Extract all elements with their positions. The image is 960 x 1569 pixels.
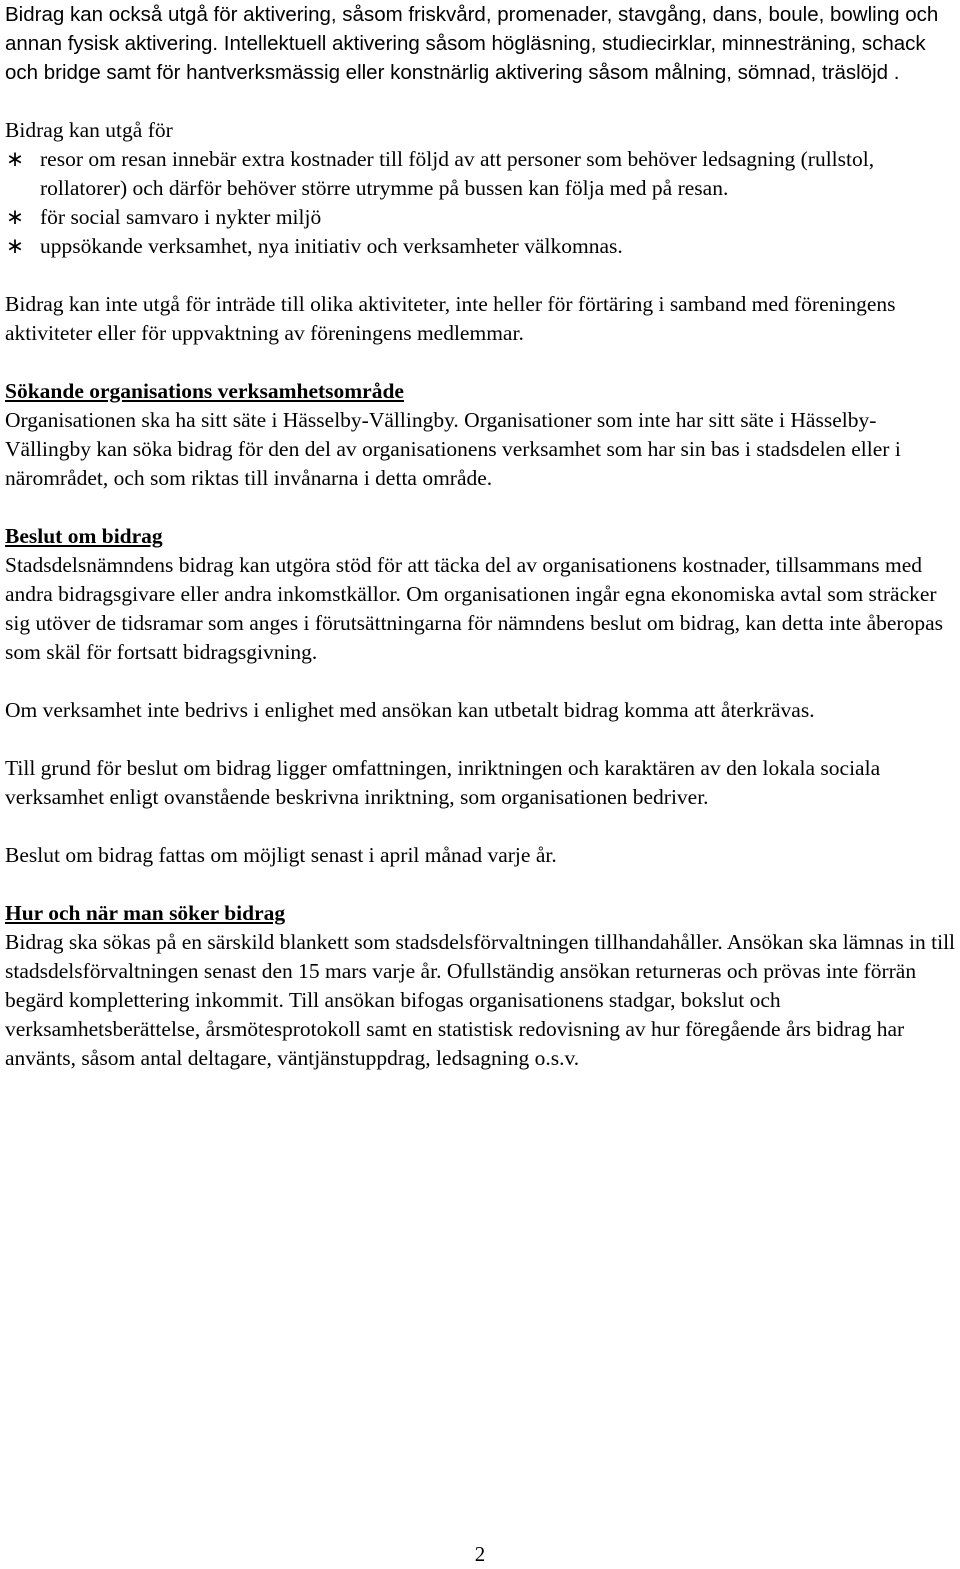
asterisk-bullet-icon: ∗: [5, 205, 24, 229]
eligible-lead: Bidrag kan utgå för: [5, 118, 173, 142]
decision-heading: Beslut om bidrag: [5, 524, 163, 548]
apply-section: [5, 899, 957, 1073]
decision-paragraph: Stadsdelsnämndens bidrag kan utgöra stöd för att täcka del av organisationens kostnader, tillsammans med andra bidragsgivare eller andra inkomstkällor. Om organisationen ingår egna ekonomiska avtal som sträcker sig utöver de tidsramar som anges i förutsättningarna för nämndens beslut om bidrag, kan detta inte åberopas som skäl för fortsatt bidragsgivning.: [5, 553, 943, 664]
page-number: 2: [474, 1542, 486, 1566]
document-page: [5, 0, 957, 1102]
basis-paragraph: Till grund för beslut om bidrag ligger omfattningen, inriktningen och karaktären av den lokala sociala verksamhet enligt ovanstående beskrivna inriktning, som organisationen bedriver.: [5, 756, 881, 809]
intro-paragraph: Bidrag kan också utgå för aktivering, såsom friskvård, promenader, stavgång, dans, boule, bowling och annan fysisk aktivering. Intellektuell aktivering såsom högläsning, studiecirklar, minnesträning, schack och bridge samt för hantverksmässig eller konstnärlig aktivering såsom målning, sömnad, träslöjd .: [5, 3, 939, 84]
list-item: [5, 145, 957, 203]
timing-paragraph: Beslut om bidrag fattas om möjligt senast i april månad varje år.: [5, 843, 557, 867]
list-item: [5, 203, 957, 232]
reclaim-paragraph: Om verksamhet inte bedrivs i enlighet med ansökan kan utbetalt bidrag komma att återkrävas.: [5, 698, 815, 722]
asterisk-bullet-icon: ∗: [5, 234, 24, 258]
list-item: [5, 232, 957, 261]
eligible-list: [5, 145, 957, 261]
area-section: [5, 377, 957, 493]
area-paragraph: Organisationen ska ha sitt säte i Hässelby-Vällingby. Organisationer som inte har sitt säte i Hässelby-Vällingby kan söka bidrag för den del av organisationens verksamhet som har sin bas i stadsdelen eller i närområdet, och som riktas till invånarna i detta område.: [5, 408, 901, 490]
not-eligible-paragraph: Bidrag kan inte utgå för inträde till olika aktiviteter, inte heller för förtäring i samband med föreningens aktiviteter eller för uppvaktning av föreningens medlemmar.: [5, 292, 896, 345]
list-item-text: för social samvaro i nykter miljö: [40, 205, 322, 229]
asterisk-bullet-icon: ∗: [5, 147, 24, 171]
apply-heading: Hur och när man söker bidrag: [5, 901, 286, 925]
apply-paragraph: Bidrag ska sökas på en särskild blankett som stadsdelsförvaltningen tillhandahåller. Ansökan ska lämnas in till stadsdelsförvaltningen senast den 15 mars varje år. Ofullständig ansökan returneras och prövas inte förrän begärd komplettering inkommit. Till ansökan bifogas organisationens stadgar, bokslut och verksamhetsberättelse, årsmötesprotokoll samt en statistisk redovisning av hur föregående års bidrag har använts, såsom antal deltagare, väntjänstuppdrag, ledsagning o.s.v.: [5, 930, 956, 1070]
area-heading: Sökande organisations verksamhetsområde: [5, 379, 404, 403]
list-item-text: resor om resan innebär extra kostnader till följd av att personer som behöver ledsagning (rullstol, rollatorer) och därför behöver större utrymme på bussen kan följa med på resan.: [40, 147, 875, 200]
decision-section: [5, 522, 957, 667]
list-item-text: uppsökande verksamhet, nya initiativ och verksamheter välkomnas.: [40, 234, 623, 258]
